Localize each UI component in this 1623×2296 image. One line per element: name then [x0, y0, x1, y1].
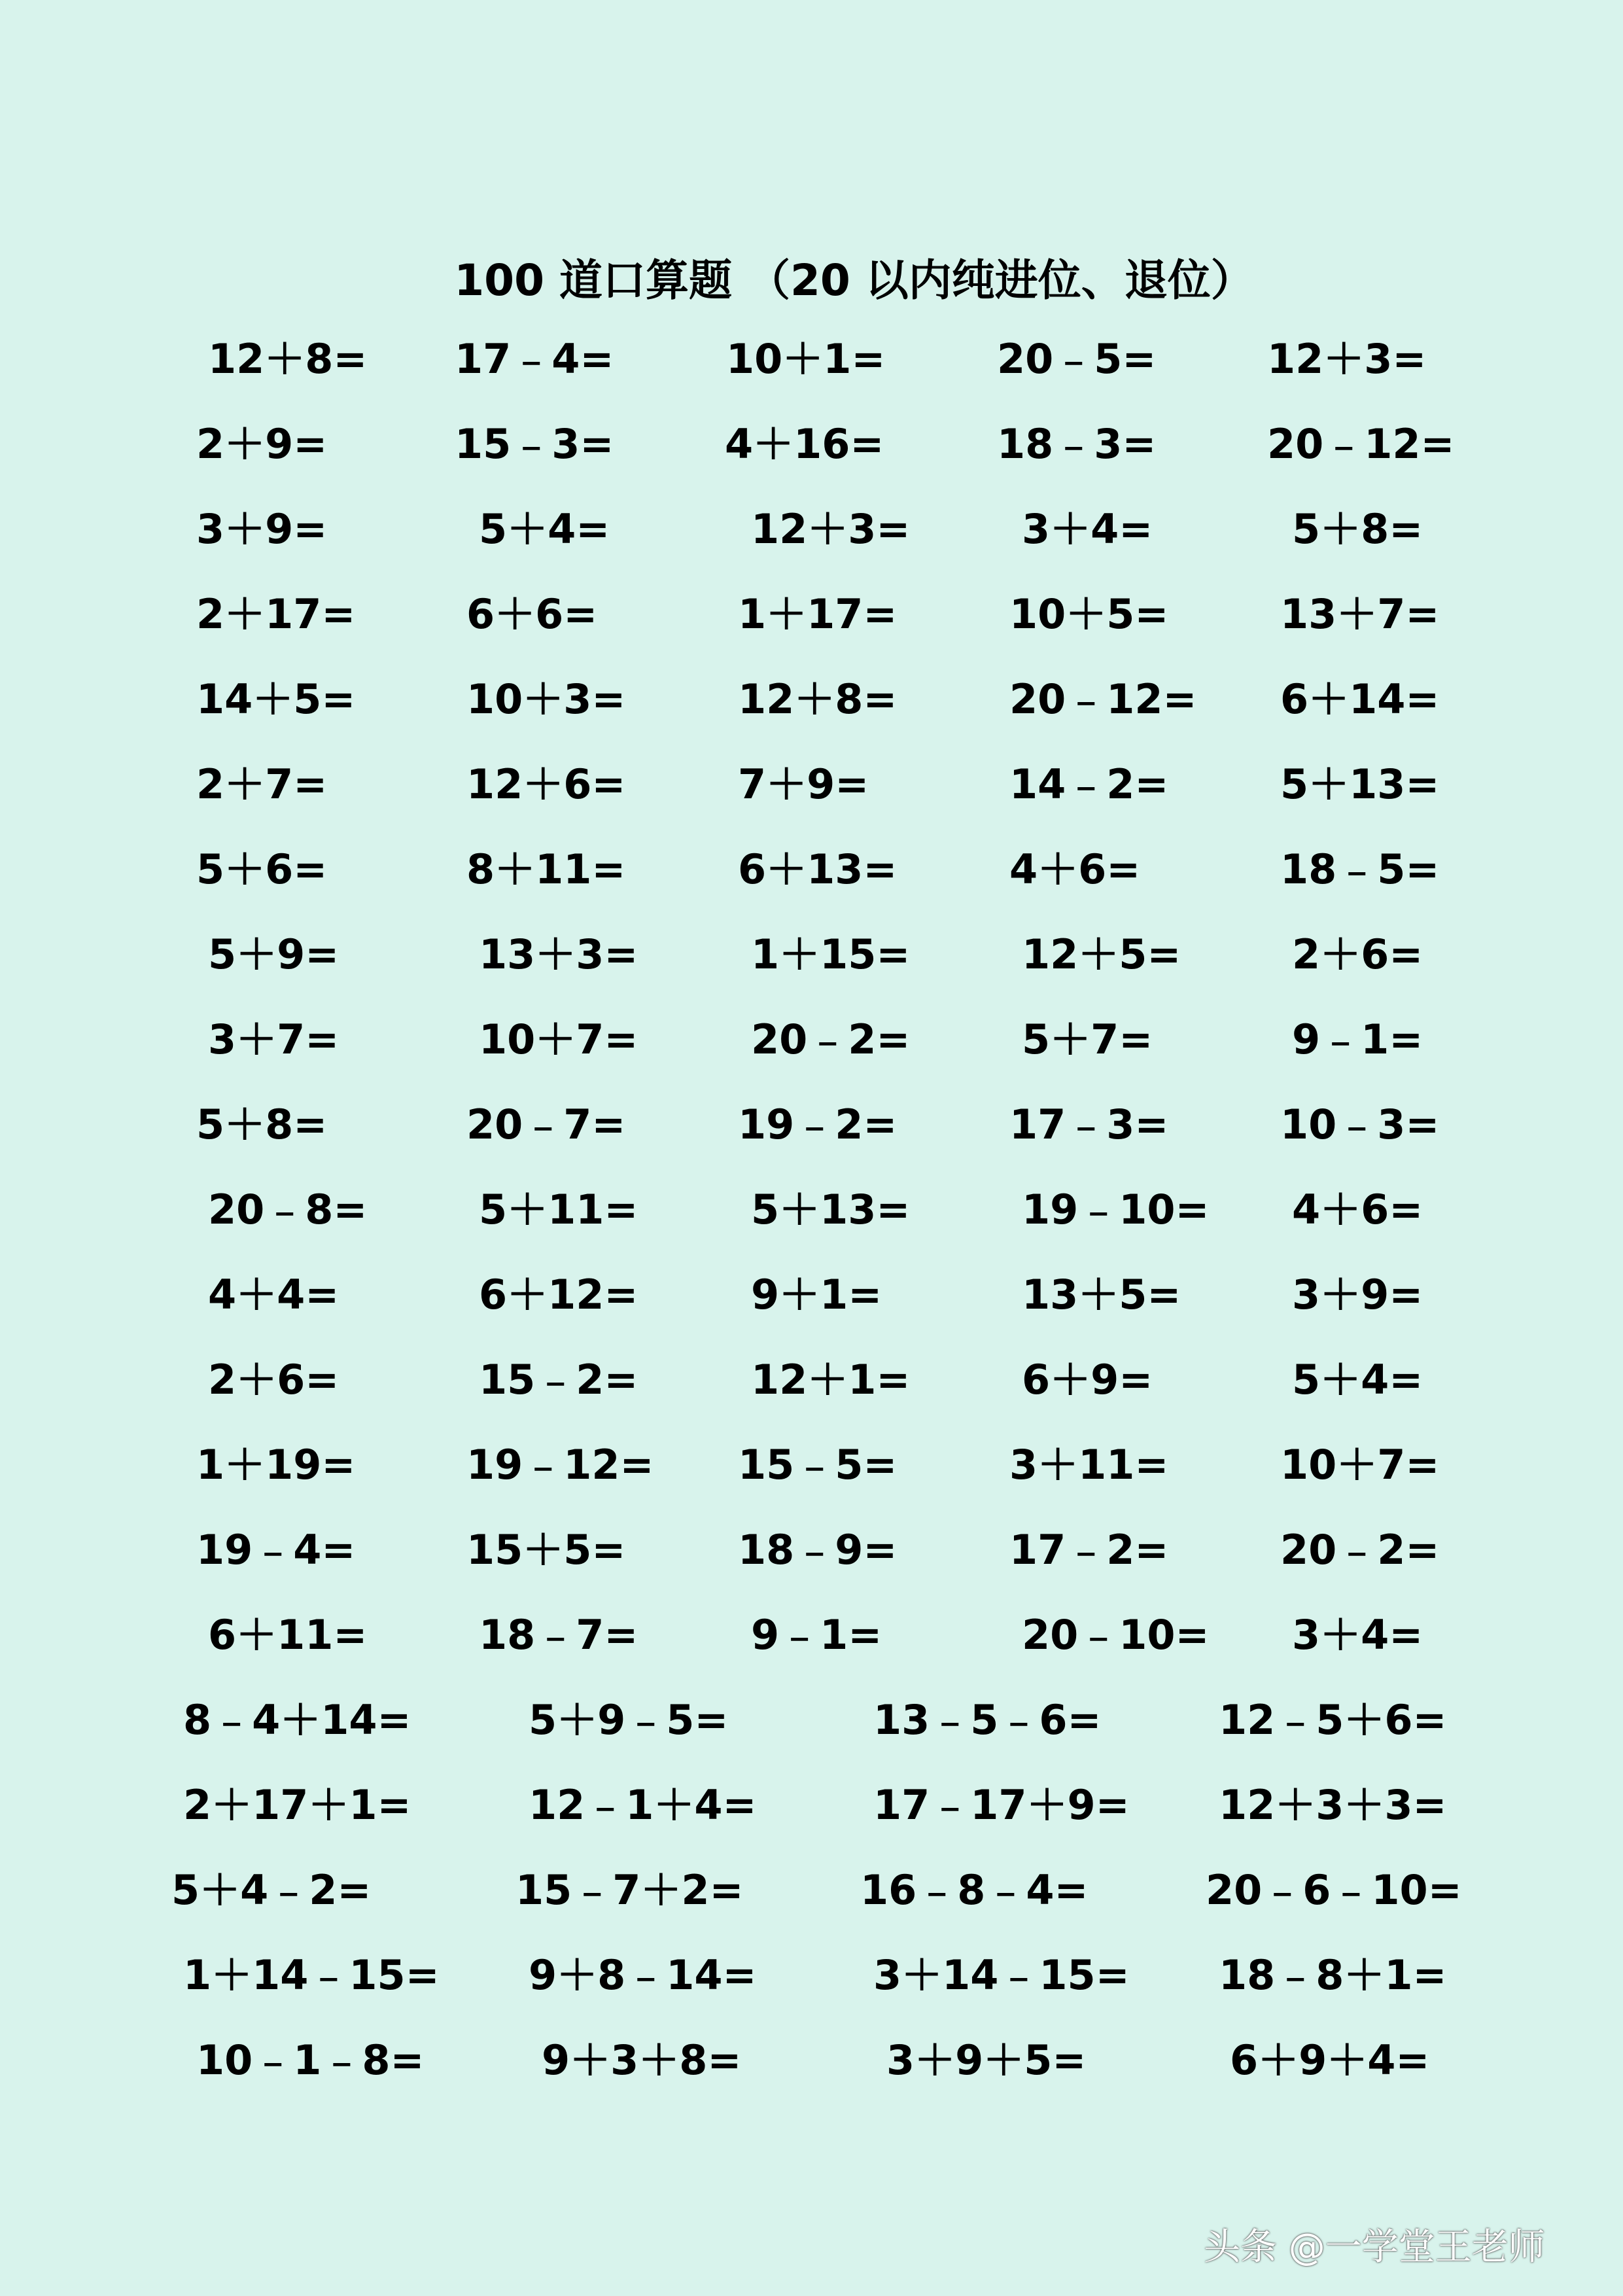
problem-item: 20﹣5= [997, 335, 1157, 383]
problem-item: 9﹣1= [1292, 1016, 1423, 1063]
problem-item: 14﹣2= [1009, 760, 1169, 808]
problem-item: 13＋7= [1280, 590, 1440, 638]
problem-item: 3＋9＋5= [886, 2036, 1087, 2084]
problem-item: 1＋14﹣15= [183, 1951, 440, 1999]
problem-item: 12＋8= [738, 675, 898, 723]
problem-item: 20﹣2= [1280, 1526, 1440, 1574]
problem-item: 10﹣1﹣8= [196, 2036, 425, 2084]
problem-item: 12＋3= [1267, 335, 1427, 383]
problem-item: 2＋7= [196, 760, 328, 808]
problem-item: 18﹣9= [738, 1526, 898, 1574]
problem-item: 1＋17= [738, 590, 898, 638]
problem-item: 5＋4= [479, 505, 610, 553]
page-title: 100 道口算题 （20 以内纯进位、退位） [454, 255, 1254, 306]
problem-item: 20﹣12= [1009, 675, 1197, 723]
problem-item: 5＋8= [196, 1101, 328, 1148]
problem-item: 19﹣4= [196, 1526, 356, 1574]
problem-item: 6＋9= [1022, 1356, 1153, 1404]
problem-item: 17﹣4= [455, 335, 614, 383]
problem-item: 19﹣12= [466, 1441, 654, 1489]
problem-item: 5＋4﹣2= [171, 1866, 372, 1914]
problem-item: 9＋3＋8= [542, 2036, 742, 2084]
problem-item: 5＋6= [196, 845, 328, 893]
problem-item: 12＋5= [1022, 930, 1181, 978]
problem-item: 3＋14﹣15= [873, 1951, 1130, 1999]
problem-item: 1＋19= [196, 1441, 356, 1489]
problem-item: 1＋15= [751, 930, 911, 978]
problem-item: 20﹣8= [208, 1186, 368, 1233]
problem-item: 9＋1= [751, 1271, 882, 1318]
problem-item: 2＋6= [208, 1356, 340, 1404]
problem-item: 18﹣5= [1280, 845, 1440, 893]
problem-item: 13＋5= [1022, 1271, 1181, 1318]
problem-item: 9﹣1= [751, 1611, 882, 1659]
problem-item: 5＋9= [208, 930, 340, 978]
problem-item: 5＋8= [1292, 505, 1423, 553]
problem-item: 16﹣8﹣4= [860, 1866, 1089, 1914]
problem-item: 20﹣12= [1267, 420, 1455, 468]
problem-item: 20﹣2= [751, 1016, 911, 1063]
problem-item: 4＋4= [208, 1271, 340, 1318]
problem-item: 4＋16= [725, 420, 884, 468]
problem-item: 3＋4= [1292, 1611, 1423, 1659]
problem-item: 9＋8﹣14= [529, 1951, 757, 1999]
problem-item: 10＋1= [726, 335, 886, 383]
problem-item: 14＋5= [196, 675, 356, 723]
problem-item: 10＋3= [466, 675, 626, 723]
problem-item: 6＋14= [1280, 675, 1440, 723]
problem-item: 15﹣3= [455, 420, 614, 468]
problem-item: 2＋6= [1292, 930, 1423, 978]
problem-item: 15﹣5= [738, 1441, 898, 1489]
problem-item: 17﹣3= [1009, 1101, 1169, 1148]
problem-item: 3＋9= [196, 505, 328, 553]
problem-item: 12﹣1＋4= [529, 1781, 757, 1829]
problem-item: 6＋12= [479, 1271, 638, 1318]
problem-item: 7＋9= [738, 760, 869, 808]
problem-item: 10＋7= [1280, 1441, 1440, 1489]
problem-item: 5＋13= [1280, 760, 1440, 808]
problem-item: 13＋3= [479, 930, 638, 978]
watermark: 头条 @一学堂王老师 [1204, 2226, 1545, 2269]
problem-item: 12＋6= [466, 760, 626, 808]
problem-item: 6＋9＋4= [1230, 2036, 1430, 2084]
problem-item: 6＋6= [466, 590, 598, 638]
problem-item: 2＋17= [196, 590, 356, 638]
problem-item: 15﹣7＋2= [515, 1866, 744, 1914]
problem-item: 2＋17＋1= [183, 1781, 411, 1829]
problem-item: 12＋8= [208, 335, 368, 383]
problem-item: 3＋11= [1009, 1441, 1169, 1489]
problem-item: 12＋3＋3= [1219, 1781, 1447, 1829]
problem-item: 5＋7= [1022, 1016, 1153, 1063]
problem-item: 5＋9﹣5= [529, 1696, 729, 1744]
problem-item: 8﹣4＋14= [183, 1696, 411, 1744]
problem-item: 17﹣17＋9= [873, 1781, 1130, 1829]
problem-item: 6＋13= [738, 845, 898, 893]
problem-item: 5＋13= [751, 1186, 911, 1233]
problem-item: 3＋9= [1292, 1271, 1423, 1318]
problem-item: 13﹣5﹣6= [873, 1696, 1102, 1744]
problem-item: 4＋6= [1009, 845, 1141, 893]
problem-item: 18﹣7= [479, 1611, 638, 1659]
problem-item: 2＋9= [196, 420, 328, 468]
problem-item: 20﹣6﹣10= [1206, 1866, 1462, 1914]
problem-item: 20﹣7= [466, 1101, 626, 1148]
problem-item: 5＋11= [479, 1186, 638, 1233]
problem-item: 3＋4= [1022, 505, 1153, 553]
problem-item: 12﹣5＋6= [1219, 1696, 1447, 1744]
problem-item: 8＋11= [466, 845, 626, 893]
problem-item: 15＋5= [466, 1526, 626, 1574]
problem-item: 17﹣2= [1009, 1526, 1169, 1574]
problem-item: 12＋1= [751, 1356, 911, 1404]
problem-item: 18﹣3= [997, 420, 1157, 468]
problem-item: 19﹣10= [1022, 1186, 1210, 1233]
problem-item: 10＋7= [479, 1016, 638, 1063]
problem-item: 10＋5= [1009, 590, 1169, 638]
problem-item: 3＋7= [208, 1016, 340, 1063]
problem-item: 4＋6= [1292, 1186, 1423, 1233]
problem-item: 20﹣10= [1022, 1611, 1210, 1659]
problem-item: 6＋11= [208, 1611, 368, 1659]
problem-item: 5＋4= [1292, 1356, 1423, 1404]
problem-item: 10﹣3= [1280, 1101, 1440, 1148]
problem-item: 18﹣8＋1= [1219, 1951, 1447, 1999]
problem-item: 12＋3= [751, 505, 911, 553]
problem-item: 19﹣2= [738, 1101, 898, 1148]
problem-item: 15﹣2= [479, 1356, 638, 1404]
